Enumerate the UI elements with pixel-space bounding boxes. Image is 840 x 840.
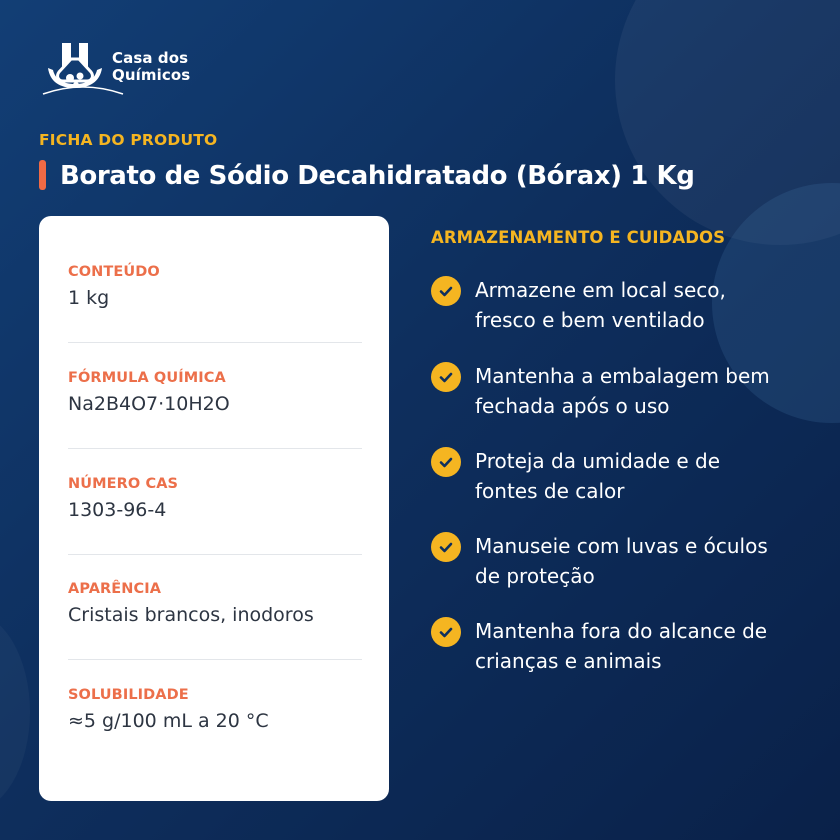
spec-value: 1303-96-4 <box>68 499 167 521</box>
spec-value: ≈5 g/100 mL a 20 °C <box>68 710 269 732</box>
spec-content <box>68 264 362 309</box>
care-item-text: Proteja da umidade e de fontes de calor <box>475 449 721 503</box>
spec-divider <box>68 554 362 555</box>
brand-name-line2: Químicos <box>112 66 191 84</box>
spec-appearance <box>68 581 362 626</box>
decorative-circle-top-right <box>615 0 840 245</box>
spec-value: Na2B4O7·10H2O <box>68 393 230 415</box>
spec-divider <box>68 659 362 660</box>
care-item-text: Armazene em local seco, fresco e bem ventilado <box>475 278 726 332</box>
check-circle-icon <box>431 447 461 477</box>
brand-logo[interactable] <box>40 38 190 100</box>
title-accent-bar <box>39 160 46 190</box>
care-list-item <box>431 616 791 676</box>
spec-cas-number <box>68 476 362 521</box>
brand-name-line1: Casa dos <box>112 49 189 67</box>
check-circle-icon <box>431 276 461 306</box>
spec-label: SOLUBILIDADE <box>68 687 189 703</box>
care-list-item <box>431 446 791 506</box>
care-item-text: Manuseie com luvas e óculos de proteção <box>475 534 768 588</box>
section-eyebrow: FICHA DO PRODUTO <box>39 131 218 149</box>
product-title: Borato de Sódio Decahidratado (Bórax) 1 Kg <box>60 161 695 191</box>
spec-card <box>39 216 389 801</box>
care-item-text: Mantenha a embalagem bem fechada após o uso <box>475 364 770 418</box>
brand-name <box>112 50 190 84</box>
spec-formula <box>68 370 362 415</box>
spec-label: CONTEÚDO <box>68 264 160 280</box>
spec-label: APARÊNCIA <box>68 581 162 597</box>
care-list-item <box>431 361 791 421</box>
spec-value: 1 kg <box>68 287 110 309</box>
care-item-text: Mantenha fora do alcance de crianças e animais <box>475 619 768 673</box>
care-section-title: ARMAZENAMENTO E CUIDADOS <box>431 228 726 247</box>
spec-solubility <box>68 687 362 732</box>
check-circle-icon <box>431 617 461 647</box>
spec-label: NÚMERO CAS <box>68 476 179 492</box>
decorative-circle-bottom-left <box>0 612 30 812</box>
care-list-item <box>431 275 791 335</box>
spec-divider <box>68 342 362 343</box>
spec-value: Cristais brancos, inodoros <box>68 604 314 626</box>
care-list-item <box>431 531 791 591</box>
check-circle-icon <box>431 532 461 562</box>
check-circle-icon <box>431 362 461 392</box>
spec-divider <box>68 448 362 449</box>
spec-label: FÓRMULA QUÍMICA <box>68 370 226 386</box>
